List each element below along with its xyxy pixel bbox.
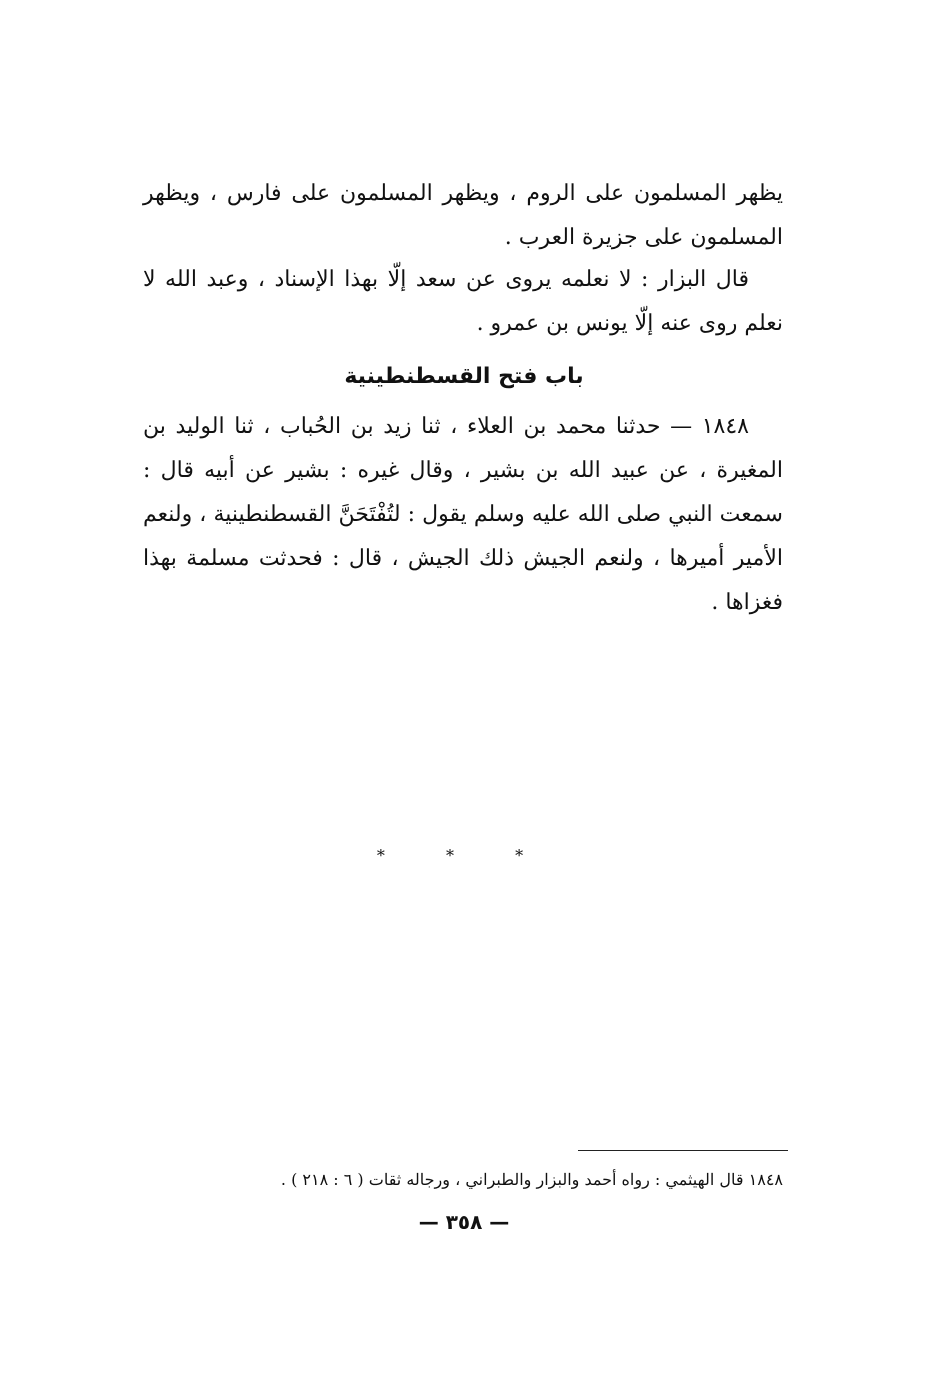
paragraph-text: قال البزار : لا نعلمه يروى عن سعد إلّا بهذا الإسناد ، وعبد الله لا نعلم روى عنه إلّا يونس بن عمرو .	[143, 267, 783, 336]
paragraph-continuation	[143, 172, 783, 260]
hadith-paragraph	[143, 405, 783, 625]
section-separator: * * *	[376, 846, 552, 865]
footnote: ١٨٤٨ قال الهيثمي : رواه أحمد والبزار والطبراني ، ورجاله ثقات ( ٦ : ٢١٨ ) .	[280, 1170, 783, 1189]
paragraph-text: يظهر المسلمون على الروم ، ويظهر المسلمون على فارس ، ويظهر المسلمون على جزيرة العرب .	[143, 181, 783, 250]
footnote-divider	[578, 1150, 788, 1151]
chapter-heading: باب فتح القسطنطينية	[344, 364, 584, 389]
paragraph-bazzar-comment	[143, 258, 783, 346]
hadith-text: ١٨٤٨ — حدثنا محمد بن العلاء ، ثنا زيد بن الحُباب ، ثنا الوليد بن المغيرة ، عن عبيد الله بن بشير ، وقال غيره : بشير عن أبيه قال : سمعت النبي صلى الله عليه وسلم يقول : لتُفْتَحَنَّ القسطنطينية ، ولنعم الأمير أميرها ، ولنعم الجيش ذلك الجيش ، قال : فحدثت مسلمة بهذا فغزاها .	[143, 414, 783, 615]
page-number: — ٣٥٨ —	[418, 1210, 510, 1234]
